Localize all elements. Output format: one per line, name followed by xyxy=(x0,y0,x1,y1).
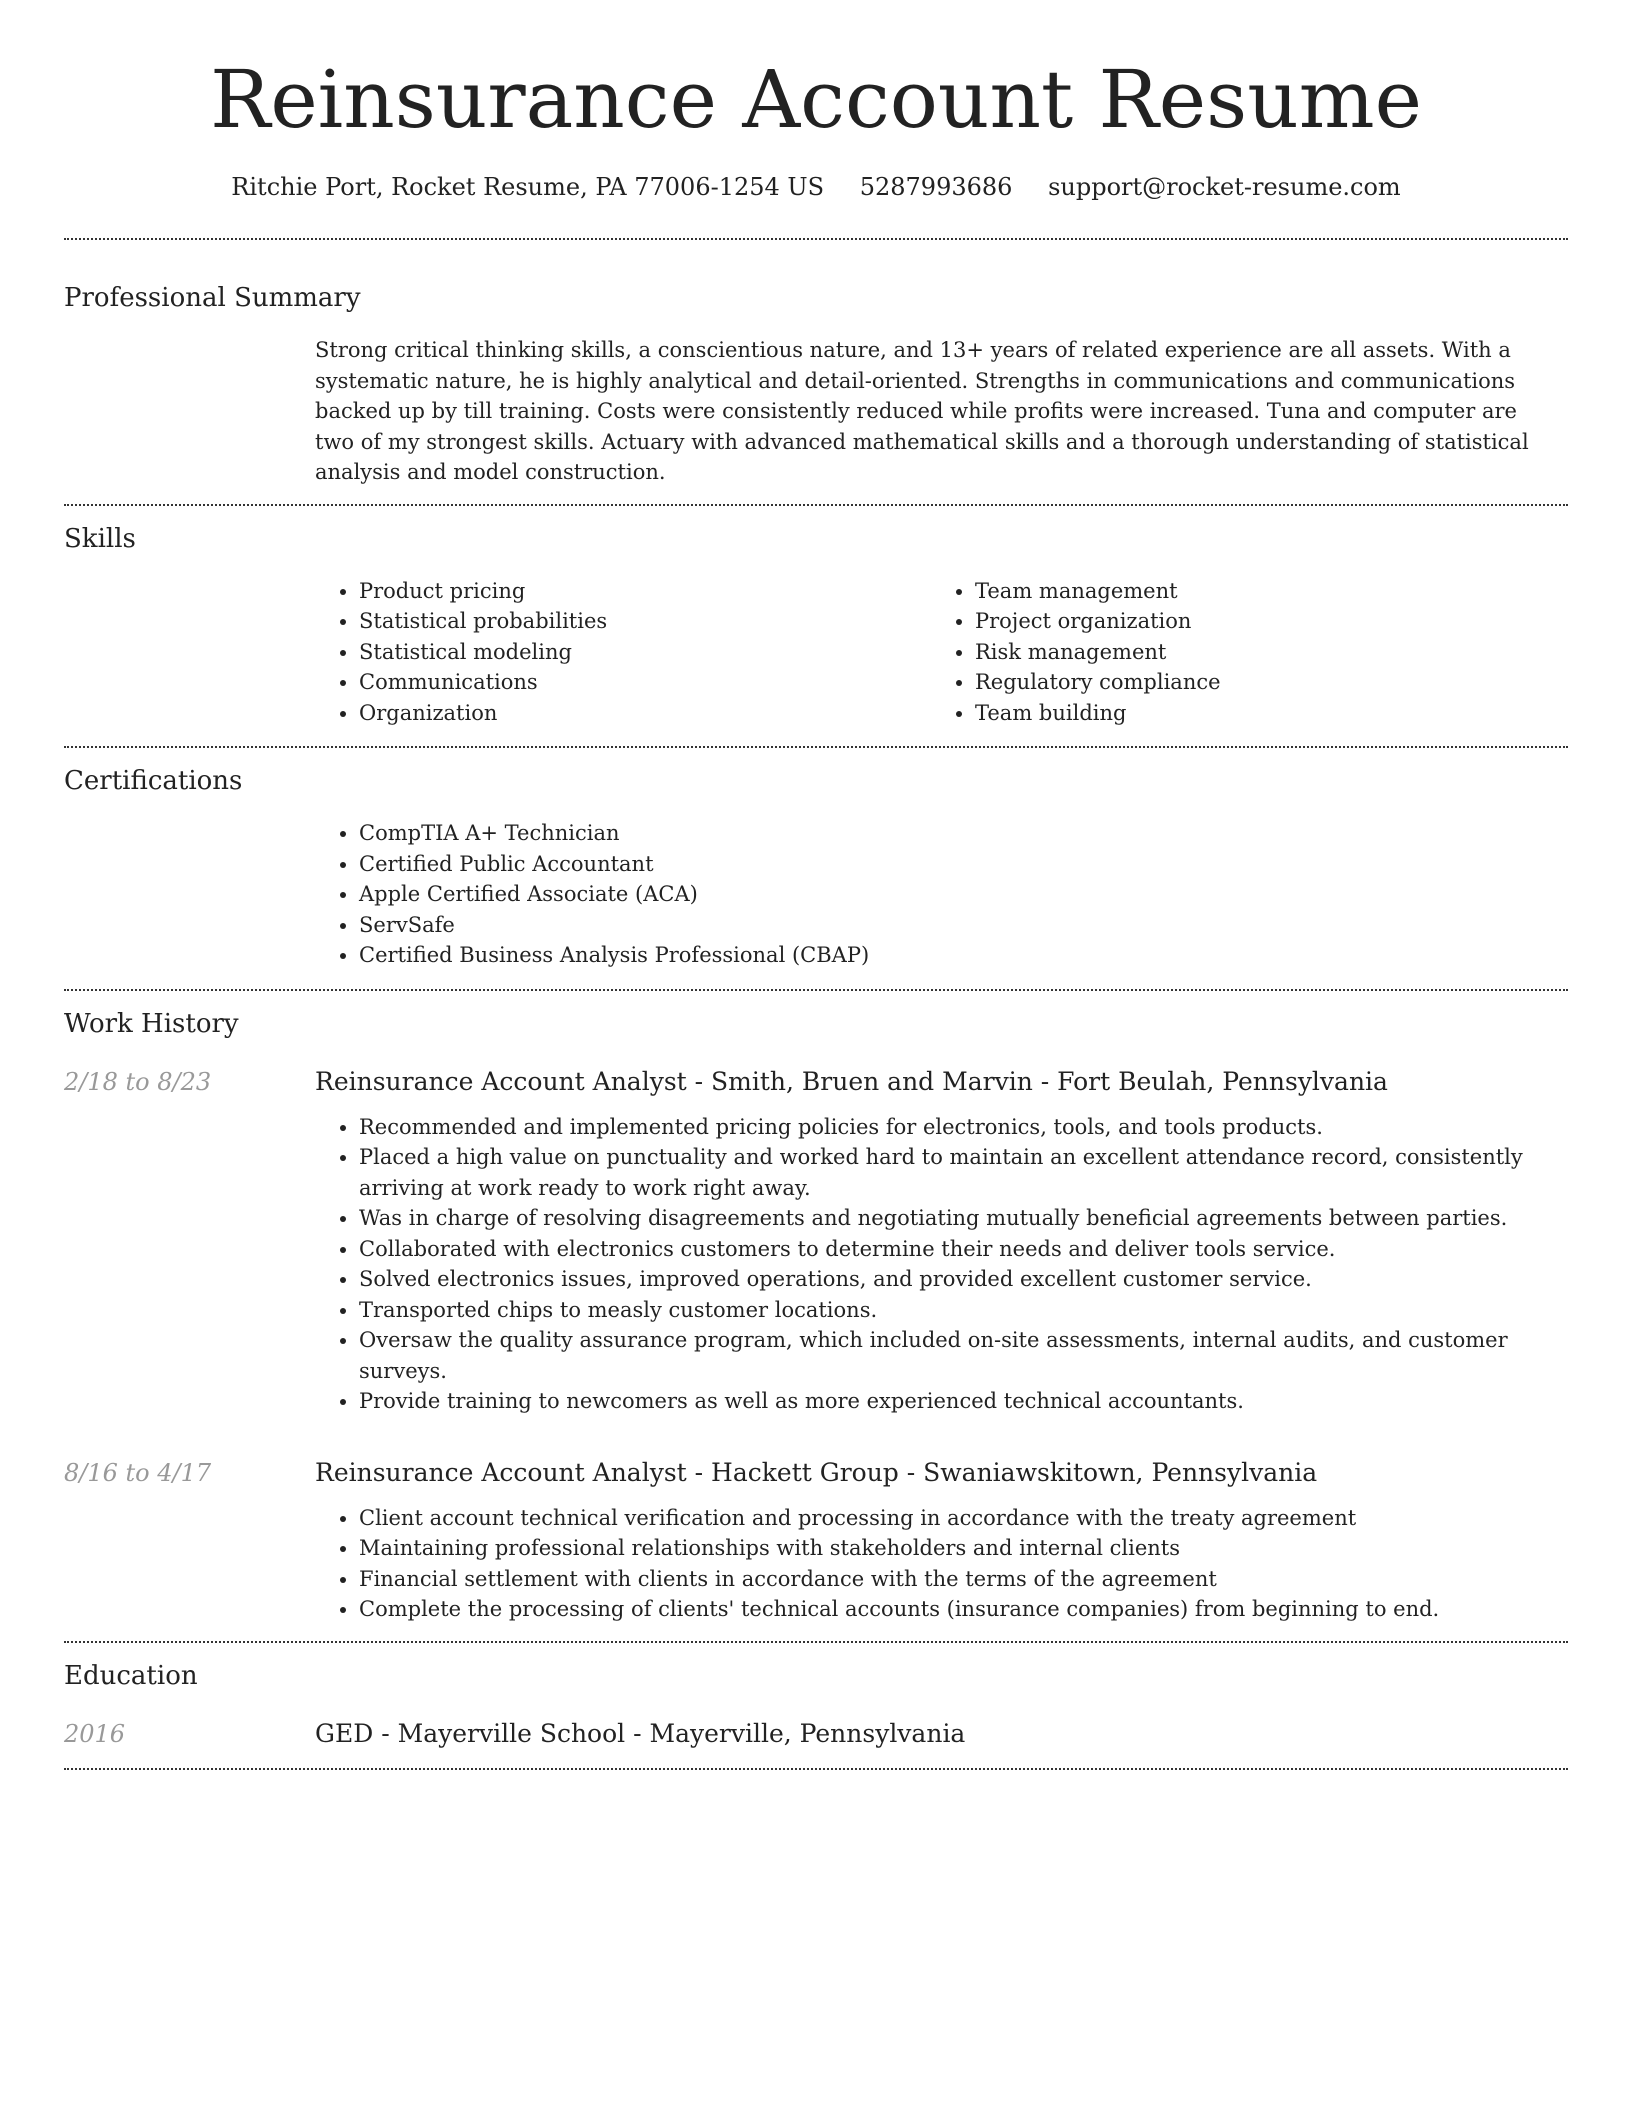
duty-item: • Complete the processing of clients' technical accounts (insurance companies) from beginning to end. xyxy=(359,1594,1568,1625)
divider xyxy=(64,1768,1568,1770)
certification-item: • CompTIA A+ Technician xyxy=(359,818,1568,849)
education-entry xyxy=(64,1716,1568,1752)
education-year: 2016 xyxy=(64,1719,126,1748)
skill-item: • Statistical probabilities xyxy=(359,606,931,637)
skill-item: • Project organization xyxy=(975,606,1547,637)
certifications-list xyxy=(315,818,1568,971)
skill-item: • Organization xyxy=(359,698,931,729)
duty-item: • Placed a high value on punctuality and worked hard to maintain an excellent attendance record, consistently arriving at work ready to work right away. xyxy=(359,1142,1568,1203)
contact-line xyxy=(64,170,1568,204)
job-entry xyxy=(64,1064,1568,1100)
skill-item: • Risk management xyxy=(975,637,1547,668)
duty-item: • Collaborated with electronics customers to determine their needs and deliver tools service. xyxy=(359,1234,1568,1265)
duty-item: • Solved electronics issues, improved operations, and provided excellent customer service. xyxy=(359,1264,1568,1295)
job-dates: 2/18 to 8/23 xyxy=(64,1067,212,1096)
duty-item: • Recommended and implemented pricing policies for electronics, tools, and tools products. xyxy=(359,1112,1568,1143)
job-title: Reinsurance Account Analyst - Smith, Bruen and Marvin - Fort Beulah, Pennsylvania xyxy=(315,1066,1388,1096)
duty-item: • Provide training to newcomers as well as more experienced technical accountants. xyxy=(359,1386,1568,1417)
duty-item: • Client account technical verification and processing in accordance with the treaty agreement xyxy=(359,1503,1568,1534)
summary-heading: Professional Summary xyxy=(64,283,361,313)
skill-item: • Team building xyxy=(975,698,1547,729)
job-dates: 8/16 to 4/17 xyxy=(64,1458,212,1487)
duty-item: • Financial settlement with clients in accordance with the terms of the agreement xyxy=(359,1564,1568,1595)
divider xyxy=(64,504,1568,506)
skill-item: • Product pricing xyxy=(359,576,931,607)
divider xyxy=(64,989,1568,991)
work-history-heading: Work History xyxy=(64,1008,239,1039)
summary-text: Strong critical thinking skills, a conscientious nature, and 13+ years of related experience are all assets. With a systematic nature, he is highly analytical and detail-oriented. Strengths in communications and communications backed up by till training. Costs were consistently reduced while profits were increased. Tuna and computer are two of my strongest skills. Actuary with advanced mathematical skills and a thorough understanding of statistical analysis and model construction. xyxy=(315,338,1529,484)
certifications-heading: Certifications xyxy=(64,766,243,796)
education-heading: Education xyxy=(64,1660,198,1691)
certification-item: • Certified Business Analysis Professional (CBAP) xyxy=(359,940,1568,971)
contact-email: support@rocket-resume.com xyxy=(1048,173,1401,201)
duty-item: • Was in charge of resolving disagreements and negotiating mutually beneficial agreements between parties. xyxy=(359,1203,1568,1234)
job-title: Reinsurance Account Analyst - Hackett Group - Swaniawskitown, Pennsylvania xyxy=(315,1457,1318,1487)
resume-title: Reinsurance Account Resume xyxy=(210,53,1422,146)
skills-column-right xyxy=(931,576,1547,729)
skill-item: • Team management xyxy=(975,576,1547,607)
education-detail: GED - Mayerville School - Mayerville, Pennsylvania xyxy=(315,1718,966,1748)
job-duties xyxy=(315,1112,1568,1417)
contact-phone: 5287993686 xyxy=(859,173,1013,201)
skills-list xyxy=(315,576,1568,729)
certification-item: • ServSafe xyxy=(359,910,1568,941)
skills-heading: Skills xyxy=(64,523,136,554)
skills-column-left xyxy=(315,576,931,729)
skill-item: • Statistical modeling xyxy=(359,637,931,668)
divider xyxy=(64,1641,1568,1643)
duty-item: • Maintaining professional relationships with stakeholders and internal clients xyxy=(359,1533,1568,1564)
certification-item: • Apple Certified Associate (ACA) xyxy=(359,879,1568,910)
contact-address: Ritchie Port, Rocket Resume, PA 77006-1254 US xyxy=(231,173,825,201)
certification-item: • Certified Public Accountant xyxy=(359,849,1568,880)
skill-item: • Communications xyxy=(359,667,931,698)
skill-item: • Regulatory compliance xyxy=(975,667,1547,698)
job-duties xyxy=(315,1503,1568,1625)
job-entry xyxy=(64,1455,1568,1491)
divider xyxy=(64,238,1568,240)
duty-item: • Oversaw the quality assurance program, which included on-site assessments, internal audits, and customer surveys. xyxy=(359,1325,1568,1386)
divider xyxy=(64,746,1568,748)
duty-item: • Transported chips to measly customer locations. xyxy=(359,1295,1568,1326)
